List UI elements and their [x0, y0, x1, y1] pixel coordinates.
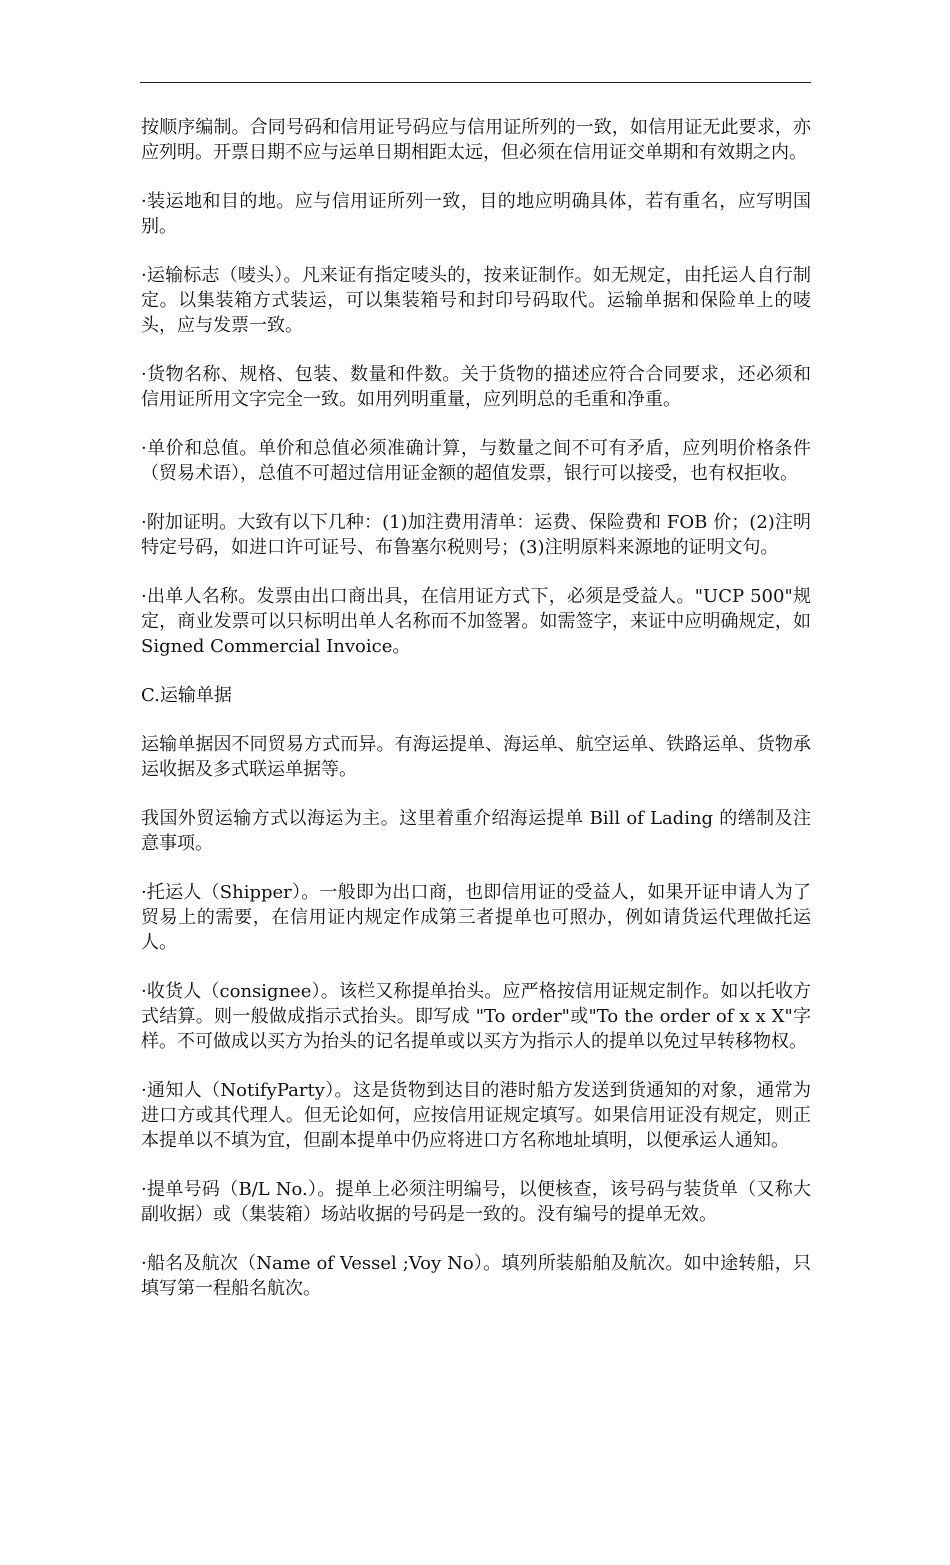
- section-heading-transport-documents: C.运输单据: [141, 685, 232, 706]
- paragraph-vessel-voyage: ·船名及航次（Name of Vessel ;Voy No）。填列所装船舶及航次。如中途转船，只填写第一程船名航次。: [141, 1253, 811, 1299]
- paragraph-unit-price-total: ·单价和总值。单价和总值必须准确计算，与数量之间不可有矛盾，应列明价格条件（贸易术语），总值不可超过信用证金额的超值发票，银行可以接受，也有权拒收。: [141, 438, 811, 484]
- paragraph-shipping-marks: ·运输标志（唛头）。凡来证有指定唛头的，按来证制作。如无规定，由托运人自行制定。以集装箱方式装运，可以集装箱号和封印号码取代。运输单据和保险单上的唛头，应与发票一致。: [141, 265, 811, 336]
- paragraph-shipper: ·托运人（Shipper）。一般即为出口商，也即信用证的受益人，如果开证申请人为了贸易上的需要，在信用证内规定作成第三者提单也可照办，例如请货运代理做托运人。: [141, 882, 811, 953]
- paragraph-transport-documents-intro: 运输单据因不同贸易方式而异。有海运提单、海运单、航空运单、铁路运单、货物承运收据及多式联运单据等。: [141, 734, 811, 780]
- paragraph-bl-number: ·提单号码（B/L No.）。提单上必须注明编号，以便核查，该号码与装货单（又称大副收据）或（集装箱）场站收据的号码是一致的。没有编号的提单无效。: [141, 1179, 811, 1225]
- paragraph-additional-certificates: ·附加证明。大致有以下几种：(1)加注费用清单：运费、保险费和 FOB 价；(2)注明特定号码，如进口许可证号、布鲁塞尔税则号；(3)注明原料来源地的证明文句。: [141, 512, 811, 558]
- paragraph-notify-party: ·通知人（NotifyParty）。这是货物到达目的港时船方发送到货通知的对象，通常为进口方或其代理人。但无论如何，应按信用证规定填写。如果信用证没有规定，则正本提单以不填为宜，但副本提单中仍应将进口方名称地址填明，以便承运人通知。: [141, 1080, 811, 1151]
- paragraph-consignee: ·收货人（consignee）。该栏又称提单抬头。应严格按信用证规定制作。如以托收方式结算。则一般做成指示式抬头。即写成 "To order"或"To the order of x x X"字样。不可做成以买方为抬头的记名提单或以买方为指示人的提单以免过早转移物权。: [141, 981, 811, 1052]
- document-body: [141, 115, 811, 1325]
- paragraph-invoice-numbering: 按顺序编制。合同号码和信用证号码应与信用证所列的一致，如信用证无此要求，亦应列明。开票日期不应与运单日期相距太远，但必须在信用证交单期和有效期之内。: [141, 117, 811, 163]
- paragraph-bill-of-lading-intro: 我国外贸运输方式以海运为主。这里着重介绍海运提单 Bill of Lading 的缮制及注意事项。: [141, 808, 811, 854]
- header-rule: [140, 82, 811, 83]
- paragraph-goods-description: ·货物名称、规格、包装、数量和件数。关于货物的描述应符合合同要求，还必须和信用证所用文字完全一致。如用列明重量，应列明总的毛重和净重。: [141, 364, 811, 410]
- paragraph-issuer-name: ·出单人名称。发票由出口商出具，在信用证方式下，必须是受益人。"UCP 500"规定，商业发票可以只标明出单人名称而不加签署。如需签字，来证中应明确规定，如 Signed Commercial Invoice。: [141, 586, 811, 657]
- paragraph-loading-destination: ·装运地和目的地。应与信用证所列一致，目的地应明确具体，若有重名，应写明国别。: [141, 191, 811, 237]
